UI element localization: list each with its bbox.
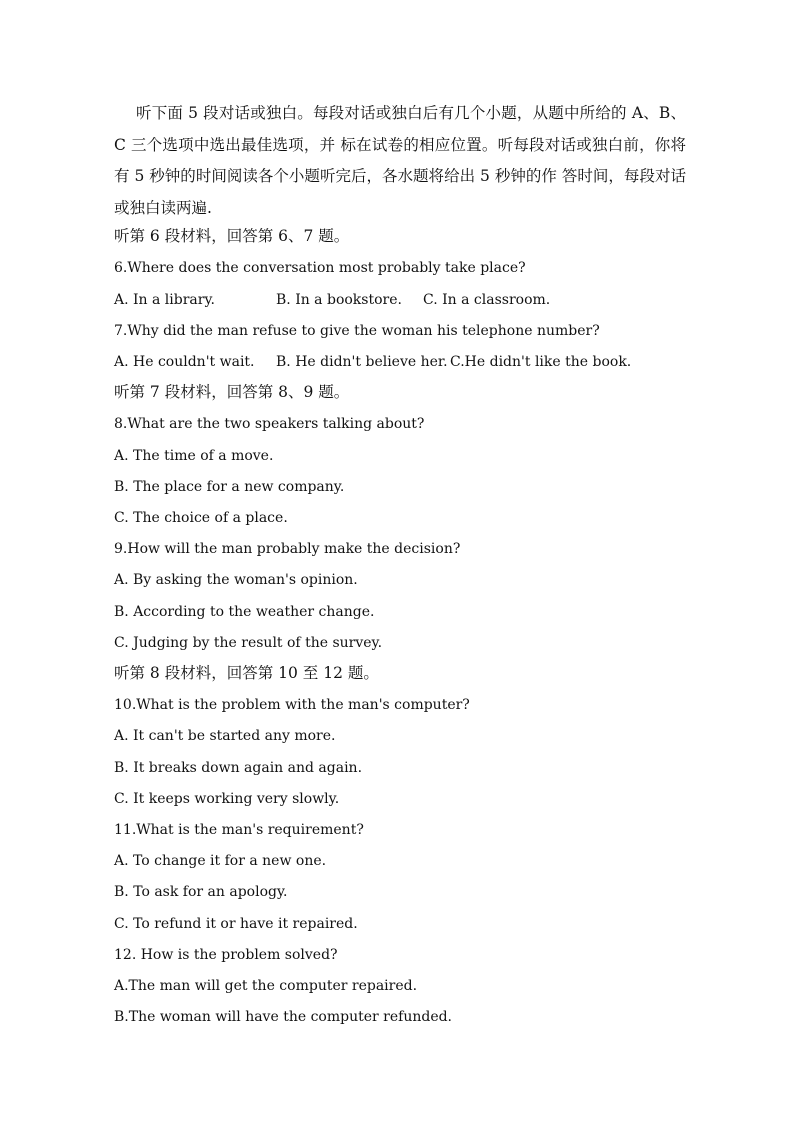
question-6-option-a: A. In a library.	[114, 292, 215, 308]
question-10-option-c: C. It keeps working very slowly.	[114, 791, 340, 807]
question-6: 6.Where does the conversation most probably take place?	[114, 260, 526, 276]
question-10: 10.What is the problem with the man's computer?	[114, 697, 470, 713]
question-7: 7.Why did the man refuse to give the woman his telephone number?	[114, 323, 600, 339]
question-8-option-b: B. The place for a new company.	[114, 479, 345, 495]
question-6-option-b: B. In a bookstore.	[276, 292, 402, 308]
question-6-option-c: C. In a classroom.	[423, 292, 551, 308]
question-9-option-a: A. By asking the woman's opinion.	[114, 572, 358, 588]
question-8-option-c: C. The choice of a place.	[114, 510, 288, 526]
question-10-option-b: B. It breaks down again and again.	[114, 760, 363, 776]
question-12-option-b: B.The woman will have the computer refunded.	[114, 1009, 453, 1025]
question-9-option-c: C. Judging by the result of the survey.	[114, 635, 383, 651]
question-7-option-a: A. He couldn't wait.	[114, 354, 255, 370]
question-11-option-a: A. To change it for a new one.	[114, 853, 327, 869]
question-8-option-a: A. The time of a move.	[114, 448, 274, 464]
listening-instructions: 听下面 5 段对话或独白。每段对话或独白后有几个小题，从题中所给的 A、B、C 三个选项中选出最佳选项，并 标在试卷的相应位置。听每段对话或独白前，你将有 5 秒钟的时间阅读各个小题听完后，各水题将给出 5 秒钟的作 答时间，每段对话或独白读两遍.	[114, 104, 686, 217]
question-9-option-b: B. According to the weather change.	[114, 604, 375, 620]
question-12: 12. How is the problem solved?	[114, 947, 338, 963]
question-10-option-a: A. It can't be started any more.	[114, 728, 336, 744]
question-11: 11.What is the man's requirement?	[114, 822, 364, 838]
section-6-heading: 听第 6 段材料，回答第 6、7 题。	[114, 227, 350, 245]
section-7-heading: 听第 7 段材料，回答第 8、9 题。	[114, 383, 350, 401]
question-11-option-c: C. To refund it or have it repaired.	[114, 916, 358, 932]
section-8-heading: 听第 8 段材料，回答第 10 至 12 题。	[114, 664, 379, 682]
question-11-option-b: B. To ask for an apology.	[114, 884, 288, 900]
question-9: 9.How will the man probably make the decision?	[114, 541, 461, 557]
question-7-option-b: B. He didn't believe her.	[276, 354, 448, 370]
question-8: 8.What are the two speakers talking about?	[114, 416, 425, 432]
question-12-option-a: A.The man will get the computer repaired.	[114, 978, 418, 994]
question-7-option-c: C.He didn't like the book.	[450, 354, 632, 370]
